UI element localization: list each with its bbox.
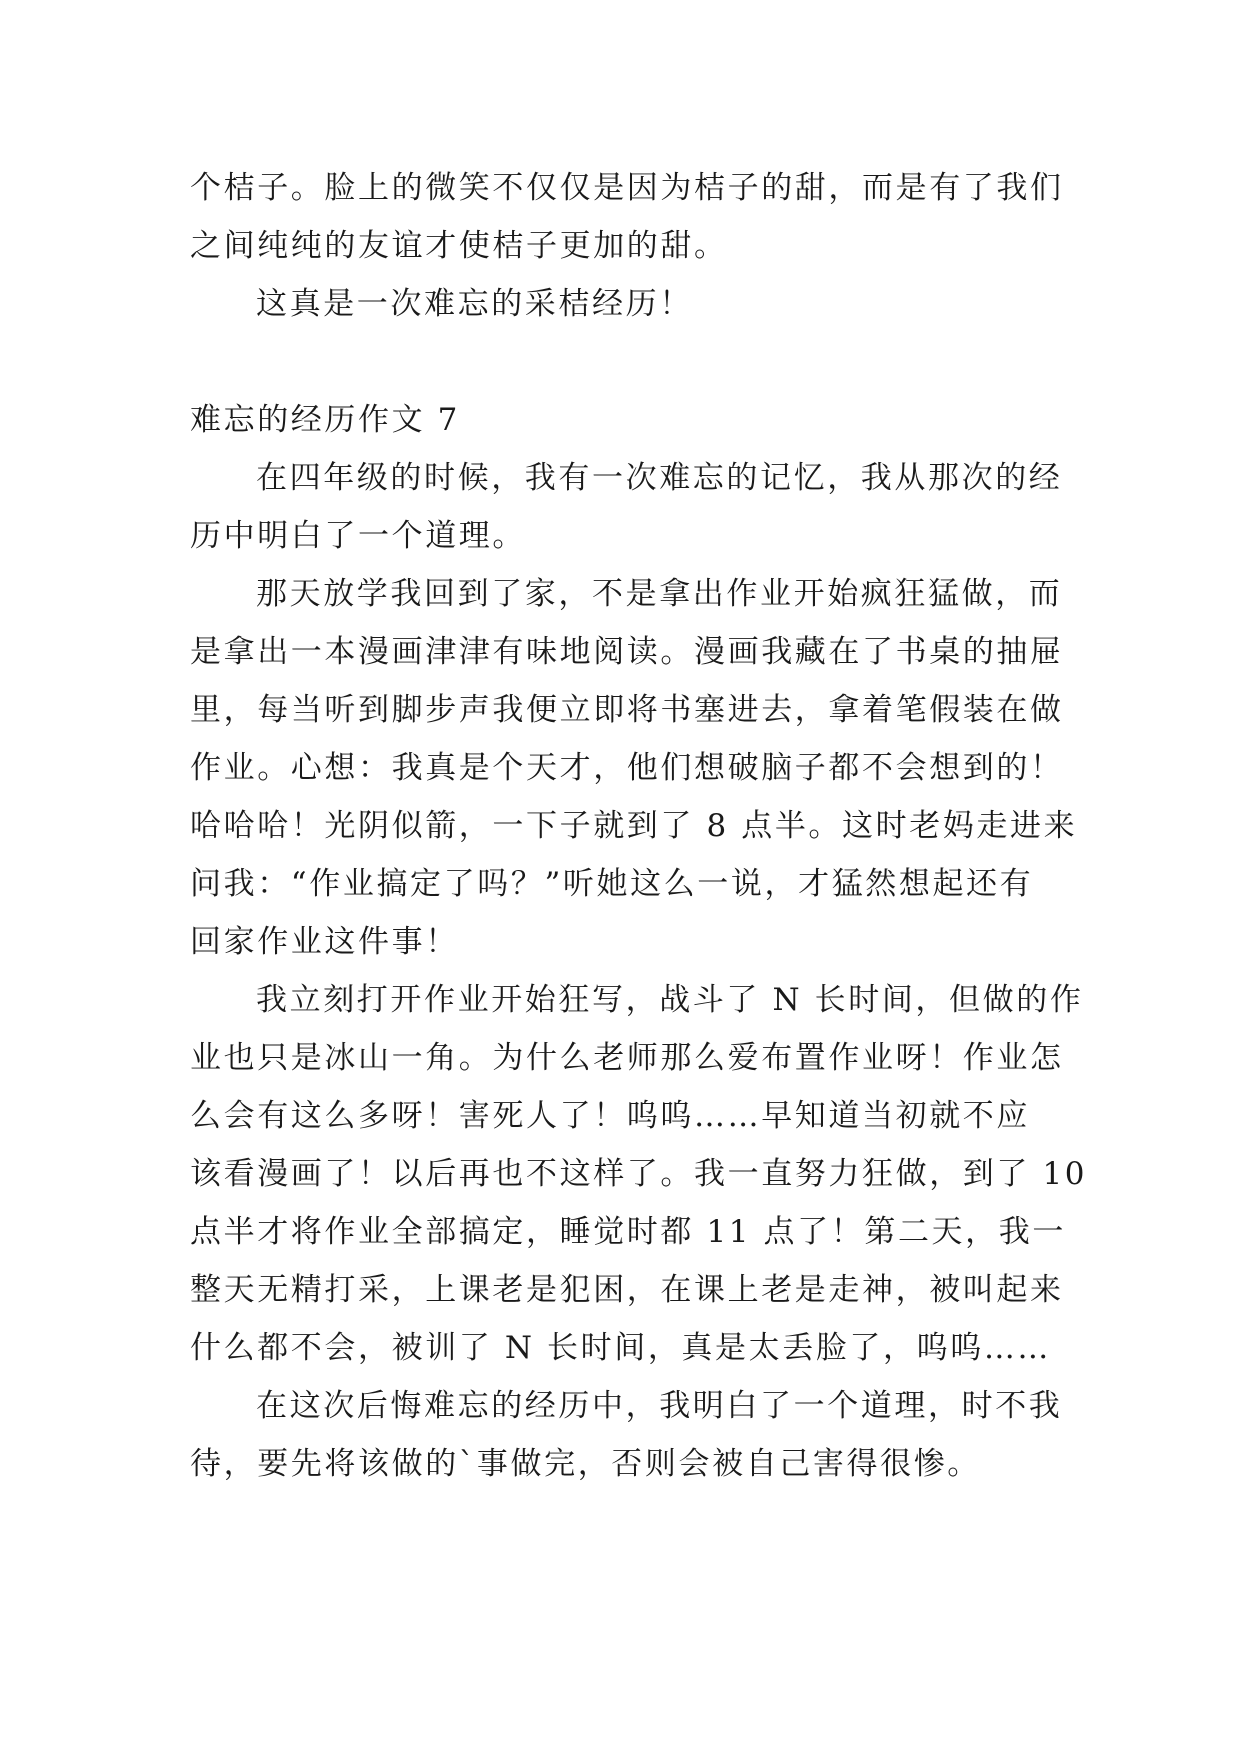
- body-line-3: 那天放学我回到了家，不是拿出作业开始疯狂猛做，而: [256, 576, 1063, 612]
- intro-line-3: 这真是一次难忘的采桔经历！: [256, 286, 693, 322]
- body-line-2: 历中明白了一个道理。: [190, 518, 526, 554]
- body-line-17: 在这次后悔难忘的经历中，我明白了一个道理，时不我: [256, 1388, 1063, 1424]
- body-line-11: 业也只是冰山一角。为什么老师那么爱布置作业呀！作业怎: [190, 1040, 1064, 1076]
- body-line-6: 作业。心想：我真是个天才，他们想破脑子都不会想到的！: [190, 750, 1064, 786]
- body-line-16: 什么都不会，被训了 N 长时间，真是太丢脸了，呜呜……: [190, 1330, 1052, 1366]
- body-line-5: 里，每当听到脚步声我便立即将书塞进去，拿着笔假装在做: [190, 692, 1064, 728]
- body-line-14: 点半才将作业全部搞定，睡觉时都 11 点了！第二天，我一: [190, 1214, 1066, 1250]
- body-line-18: 待，要先将该做的`事做完，否则会被自己害得很惨。: [190, 1446, 981, 1482]
- body-line-8: 问我：“作业搞定了吗？”听她这么一说，才猛然想起还有: [190, 866, 1034, 902]
- intro-line-2: 之间纯纯的友谊才使桔子更加的甜。: [190, 228, 728, 264]
- section-heading: 难忘的经历作文 7: [190, 402, 460, 438]
- body-line-4: 是拿出一本漫画津津有味地阅读。漫画我藏在了书桌的抽屉: [190, 634, 1064, 670]
- body-line-7: 哈哈哈！光阴似箭，一下子就到了 8 点半。这时老妈走进来: [190, 808, 1078, 844]
- body-line-15: 整天无精打采，上课老是犯困，在课上老是走神，被叫起来: [190, 1272, 1064, 1308]
- body-line-10: 我立刻打开作业开始狂写，战斗了 N 长时间，但做的作: [256, 982, 1084, 1018]
- body-line-1: 在四年级的时候，我有一次难忘的记忆，我从那次的经: [256, 460, 1063, 496]
- body-line-12: 么会有这么多呀！害死人了！呜呜……早知道当初就不应: [190, 1098, 1030, 1134]
- body-line-13: 该看漫画了！以后再也不这样了。我一直努力狂做，到了 10: [190, 1156, 1088, 1192]
- body-line-9: 回家作业这件事！: [190, 924, 459, 960]
- intro-line-1: 个桔子。脸上的微笑不仅仅是因为桔子的甜，而是有了我们: [190, 170, 1064, 206]
